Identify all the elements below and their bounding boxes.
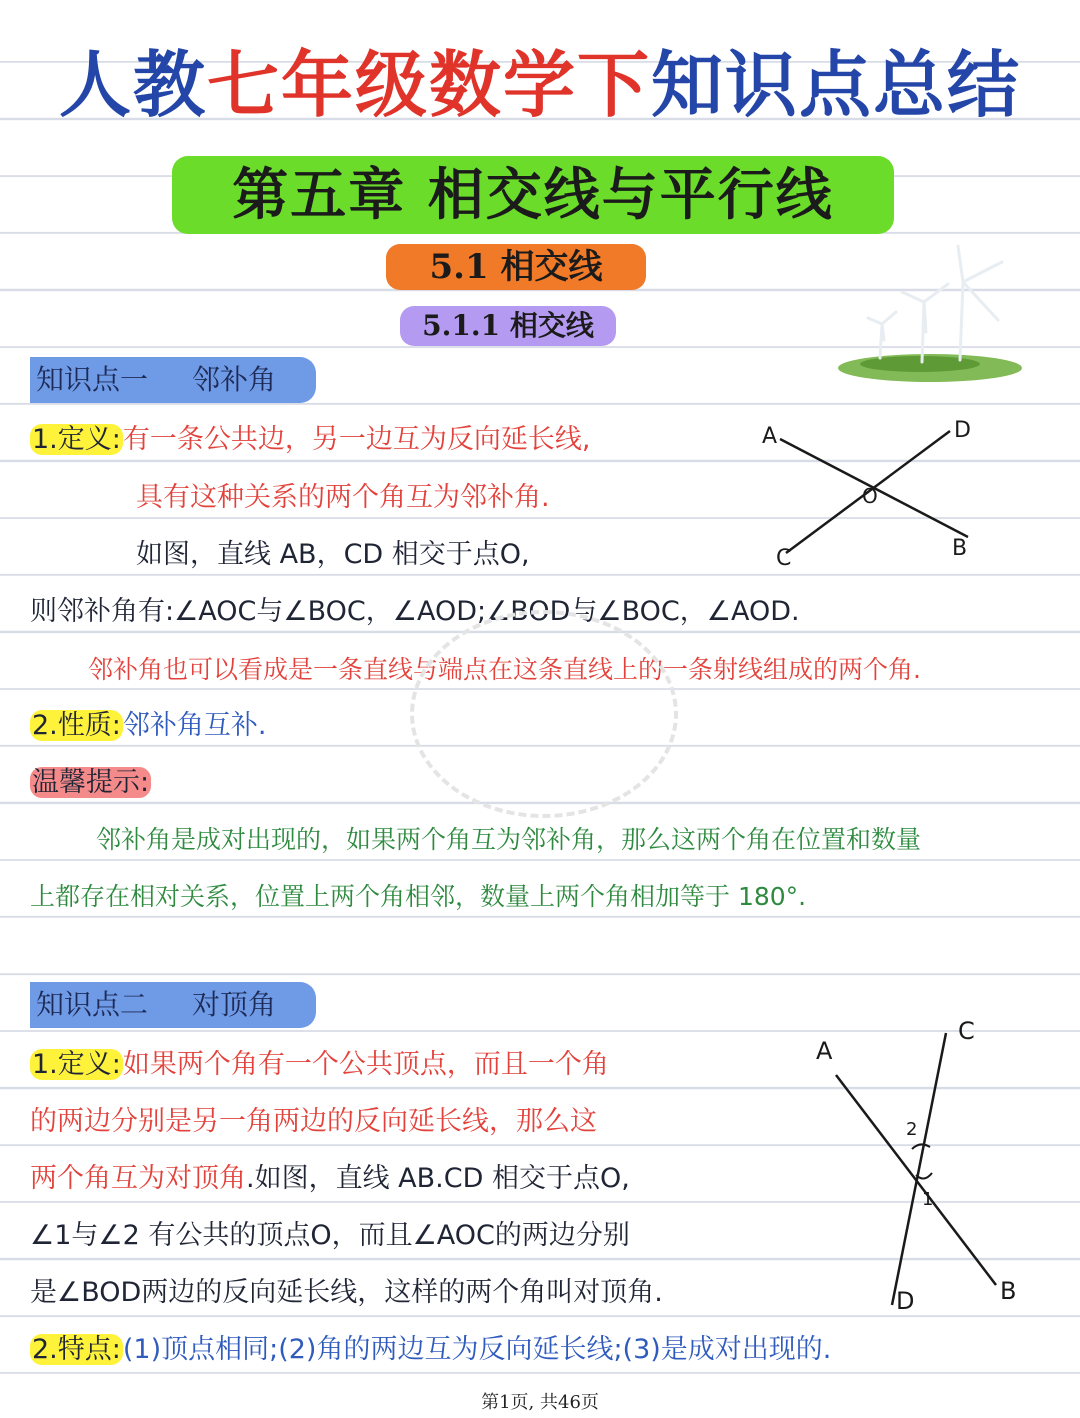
kp2-definition-line4: ∠1与∠2 有公共的顶点O，而且∠AOC的两边分别: [30, 1220, 630, 1251]
page-footer: 第1页, 共46页: [481, 1392, 599, 1413]
kp2-definition-line2: 的两边分别是另一角两边的反向延长线，那么这: [30, 1106, 597, 1137]
kp2-vertical-angles-figure: [800, 1015, 1030, 1320]
kp1-definition-line2: 具有这种关系的两个角互为邻补角.: [136, 482, 550, 513]
subsection-heading: 5.1.1 相交线: [400, 306, 616, 346]
label-2: 2: [906, 1119, 918, 1140]
label-o: O: [862, 484, 878, 508]
wind-turbine-illustration: [830, 240, 1030, 390]
kp1-tag-name: 邻补角: [192, 363, 277, 396]
kp1-tip-line2: 上都存在相对关系，位置上两个角相邻，数量上两个角相加等于 180°.: [30, 882, 807, 911]
label-b: B: [1000, 1277, 1017, 1305]
kp1-tag: [30, 357, 316, 403]
label-b: B: [952, 536, 968, 561]
kp2-definition-line1: [30, 1045, 609, 1085]
label-a: A: [816, 1037, 833, 1065]
label-c: C: [958, 1017, 975, 1045]
kp2-feature-label: 2.特点:: [32, 1334, 121, 1365]
title-part3: 知识点总结: [651, 42, 1022, 127]
kp1-tag-number: 知识点一: [36, 363, 149, 396]
kp1-property-text: 邻补角互补.: [122, 710, 267, 741]
kp2-feature-line: [30, 1330, 831, 1370]
kp1-result-line: 则邻补角有:∠AOC与∠BOC，∠AOD;∠BOD与∠BOC，∠AOD.: [30, 596, 800, 627]
label-1: 1: [922, 1189, 934, 1210]
kp2-definition-label: 1.定义:: [32, 1049, 121, 1080]
label-d: D: [954, 418, 971, 443]
label-c: C: [776, 546, 792, 571]
page-title: [0, 40, 1080, 130]
kp2-definition-line3: [30, 1159, 630, 1199]
kp1-property-label: 2.性质:: [32, 710, 121, 741]
section-heading: 5.1 相交线: [386, 244, 646, 290]
kp1-example-line: 如图，直线 AB，CD 相交于点O,: [136, 539, 530, 570]
kp1-intersecting-lines-figure: [750, 415, 990, 575]
kp1-tip-line1: 邻补角是成对出现的，如果两个角互为邻补角，那么这两个角在位置和数量: [96, 825, 922, 854]
kp1-tip-heading: [30, 763, 151, 803]
kp1-note-line: 邻补角也可以看成是一条直线与端点在这条直线上的一条射线组成的两个角.: [88, 655, 921, 684]
label-a: A: [762, 424, 778, 449]
kp1-definition-label: 1.定义:: [32, 424, 121, 455]
kp2-feature-text: (1)顶点相同;(2)角的两边互为反向延长线;(3)是成对出现的.: [122, 1334, 832, 1365]
kp2-definition-text3-red: 两个角互为对顶角: [30, 1163, 246, 1194]
angle-arc-2: [912, 1144, 930, 1149]
chapter-heading: 第五章 相交线与平行线: [172, 156, 894, 234]
label-d: D: [896, 1287, 915, 1315]
grass-patch-dark: [860, 356, 980, 372]
kp2-definition-line5: 是∠BOD两边的反向延长线，这样的两个角叫对顶角.: [30, 1277, 663, 1308]
kp2-definition-text3-dark: .如图，直线 AB.CD 相交于点O,: [246, 1163, 630, 1194]
kp2-definition-text1: 如果两个角有一个公共顶点，而且一个角: [122, 1049, 609, 1080]
kp2-tag: [30, 982, 316, 1028]
kp2-tag-name: 对顶角: [192, 988, 277, 1021]
kp1-property-line: [30, 706, 266, 746]
watermark-stamp: [410, 610, 678, 818]
kp1-definition-text1: 有一条公共边，另一边互为反向延长线,: [122, 424, 591, 455]
kp1-tip-label: 温馨提示:: [32, 767, 150, 798]
kp2-tag-number: 知识点二: [36, 988, 149, 1021]
title-part1: 人教: [58, 42, 207, 127]
title-part2: 七年级数学下: [206, 42, 651, 127]
line-cd: [892, 1033, 946, 1305]
kp1-definition-line1: [30, 420, 590, 460]
